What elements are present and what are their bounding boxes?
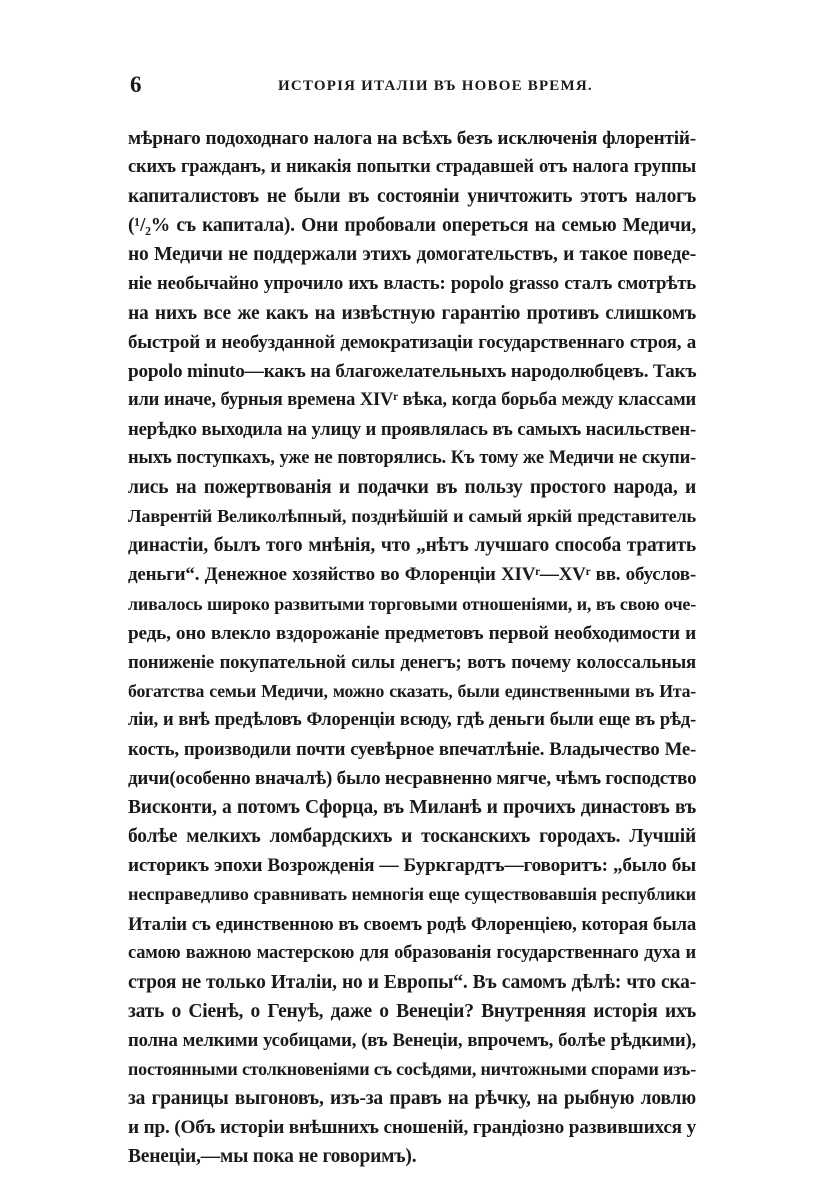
- text-line: на нихъ все же какъ на извѣстную гарантію противъ слишкомъ: [128, 302, 696, 324]
- text-line: несправедливо сравнивать немногія еще существовавшія республики: [128, 884, 696, 905]
- text-line: ныхъ поступкахъ, уже не повторялись. Къ тому же Медичи не скупи-: [128, 448, 696, 469]
- text-line: постоянными столкновеніями съ сосѣдями, ничтожными спорами изъ-: [128, 1059, 696, 1079]
- text-line: династіи, былъ того мнѣнія, что „нѣтъ лучшаго способа тратить: [128, 535, 696, 557]
- text-line: пониженіе покупательной силы денегъ; вотъ почему колоссальныя: [128, 651, 696, 673]
- page-number: 6: [130, 72, 142, 97]
- text-line: зать о Сіенѣ, о Генуѣ, даже о Венеціи? Внутренняя исторія ихъ: [128, 1000, 696, 1022]
- text-line: ніе необычайно упрочило ихъ власть: popolo grasso сталъ смотрѣть: [128, 273, 696, 295]
- body-text: [128, 124, 696, 1171]
- text-line: и пр. (Объ исторіи внѣшнихъ сношеній, грандіозно развившихся у: [128, 1117, 696, 1139]
- text-line: Италіи съ единственною въ своемъ родѣ Флоренціею, которая была: [128, 913, 696, 935]
- text-line: или иначе, бурныя времена XIVʳ вѣка, когда борьба между классами: [128, 389, 696, 410]
- text-line: редь, оно влекло вздорожаніе предметовъ первой необходимости и: [128, 622, 696, 644]
- page-header: [128, 72, 692, 102]
- text-line: полна мелкими усобицами, (въ Венеціи, впрочемъ, болѣе рѣдкими),: [128, 1029, 696, 1051]
- text-line: болѣе мелкихъ ломбардскихъ и тосканскихъ городахъ. Лучшій: [128, 826, 696, 848]
- running-title: ИСТОРІЯ ИТАЛІИ ВЪ НОВОЕ ВРЕМЯ.: [278, 78, 593, 94]
- text-line: скихъ гражданъ, и никакія попытки страдавшей отъ налога группы: [128, 157, 696, 178]
- text-line: Лаврентій Великолѣпный, позднѣйшій и самый яркій представитель: [128, 506, 696, 527]
- text-line: мѣрнаго подоходнаго налога на всѣхъ безъ исключенія флорентій-: [128, 128, 696, 149]
- text-line: (¹/₂% съ капитала). Они пробовали опереться на семью Медичи,: [128, 215, 696, 237]
- text-line: капиталистовъ не были въ состояніи уничтожить этотъ налогъ: [128, 186, 696, 208]
- text-line: богатства семьи Медичи, можно сказать, были единственными въ Ита-: [128, 680, 696, 701]
- text-line: Висконти, а потомъ Сфорца, въ Миланѣ и прочихъ династовъ въ: [128, 797, 696, 819]
- text-line: но Медичи не поддержали этихъ домогательствъ, и такое поведе-: [128, 244, 696, 266]
- text-line: лись на пожертвованія и подачки въ пользу простого народа, и: [128, 477, 696, 499]
- text-line: быстрой и необузданной демократизаціи государственнаго строя, а: [128, 331, 696, 353]
- text-line: историкъ эпохи Возрожденія — Буркгардтъ—говоритъ: „было бы: [128, 855, 696, 877]
- text-line: нерѣдко выходила на улицу и проявлялась въ самыхъ насильствен-: [128, 418, 696, 440]
- text-line: самою важною мастерскою для образованія государственнаго духа и: [128, 942, 696, 963]
- text-line: ліи, и внѣ предѣловъ Флоренціи всюду, гдѣ деньги были еще въ рѣд-: [128, 709, 696, 730]
- text-line: ливалось широко развитыми торговыми отношеніями, и, въ свою оче-: [128, 593, 696, 614]
- text-line: деньги“. Денежное хозяйство во Флоренціи XIVʳ—XVʳ вв. обуслов-: [128, 564, 696, 586]
- text-line: строя не только Италіи, но и Европы“. Въ самомъ дѣлѣ: что ска-: [128, 971, 696, 993]
- text-line: дичи(особенно вначалѣ) было несравненно мягче, чѣмъ господство: [128, 768, 697, 790]
- text-line: за границы выгоновъ, изъ-за правъ на рѣчку, на рыбную ловлю: [128, 1088, 696, 1110]
- text-line: Венеціи,—мы пока не говоримъ).: [128, 1146, 417, 1168]
- text-line: кость, производили почти суевѣрное впечатлѣніе. Владычество Ме-: [128, 738, 696, 760]
- text-line: popolo minuto—какъ на благожелательныхъ народолюбцевъ. Такъ: [128, 360, 697, 382]
